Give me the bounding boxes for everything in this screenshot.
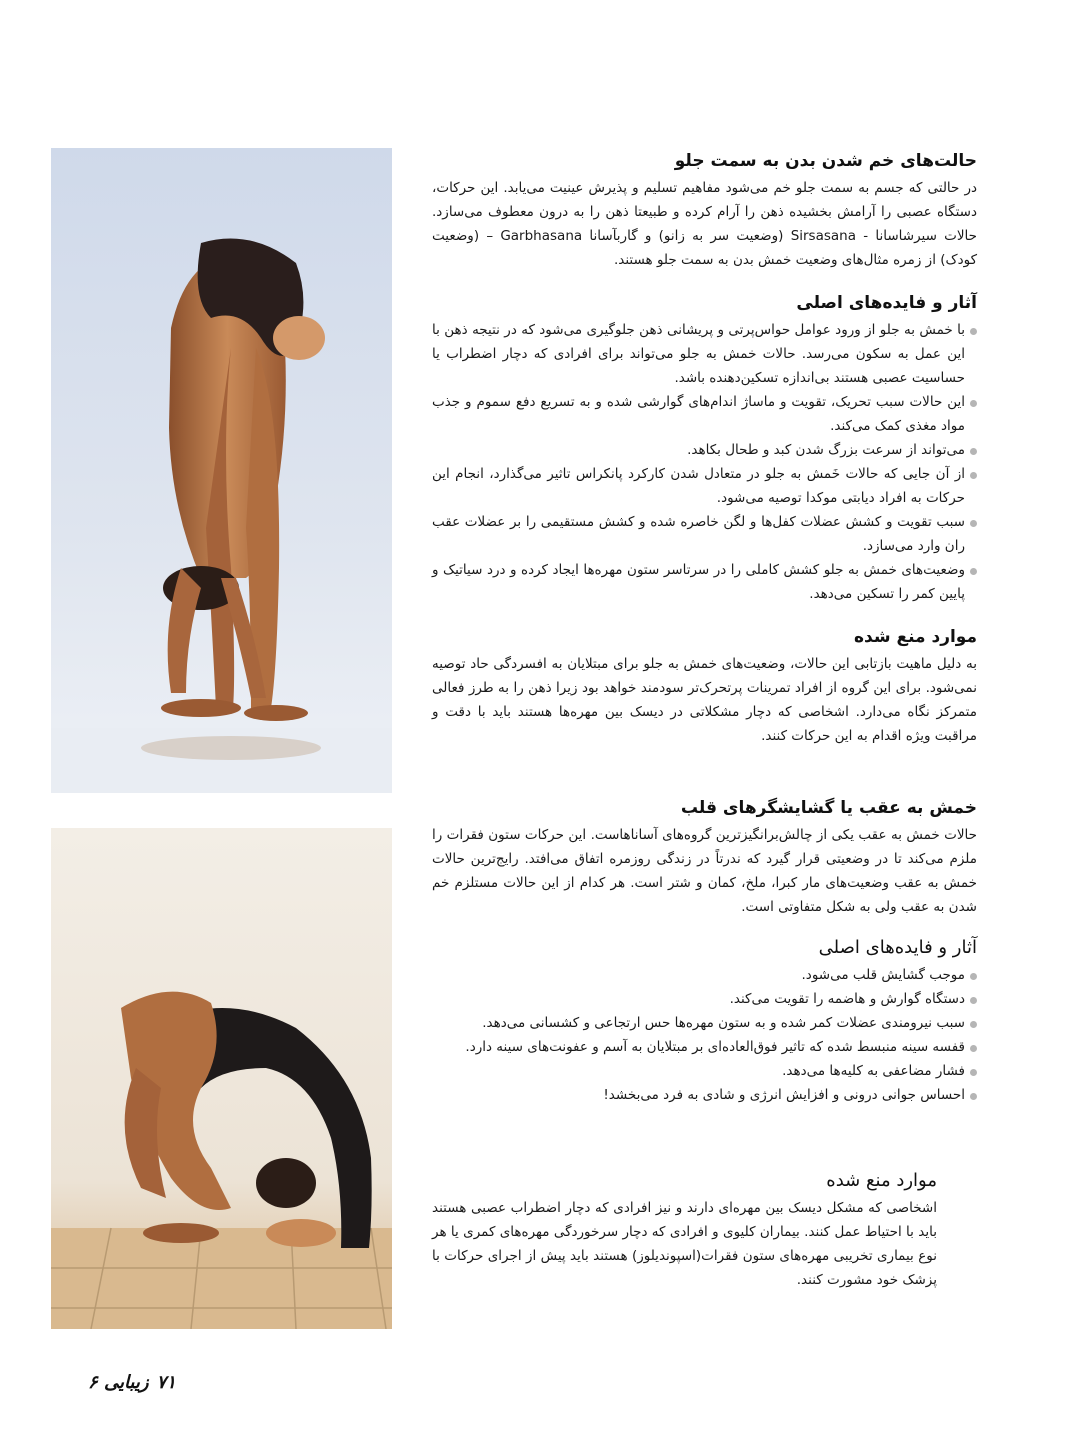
- back-bend-intro: حالات خمش به عقب یکی از چالش‌برانگیزترین گروه‌های آساناهاست. این حرکات ستون فقرات را ملزم می‌کند تا در وضعیتی قرار گیرد که ندرتاً در زندگی روزمره اتفاق می‌افتد. رایج‌ترین حالات خمش به عقب وضعیت‌های مار کبرا، ملخ، کمان و شتر است. هر کدام از این حالات مستلزم خم شدن به عقب ولی به شکل متفاوتی است.: [432, 827, 977, 915]
- forward-bend-contra-text: به دلیل ماهیت بازتابی این حالات، وضعیت‌های خمش به جلو برای مبتلایان به افسردگی حاد توصیه نمی‌شود. برای این گروه از افراد تمرینات پرتحرک‌تر سودمند خواهد بود زیرا ذهن را به طرز فعالی متمرکز نگاه می‌دارد. اشخاصی که دچار مشکلاتی در دیسک بین مهره‌ها هستند باید با دقت و مراقبت ویژه اقدام به این حرکات کنند.: [432, 656, 977, 744]
- list-item: احساس جوانی درونی و افزایش انرژی و شادی به فرد می‌بخشد!: [432, 1083, 977, 1107]
- forward-bend-benefits-title: آثار و فایده‌های اصلی: [796, 293, 977, 313]
- list-item: فشار مضاعفی به کلیه‌ها می‌دهد.: [432, 1059, 977, 1083]
- forward-bend-contra-title: موارد منع شده: [853, 627, 977, 647]
- back-bend-contra-title: موارد منع شده: [826, 1170, 937, 1191]
- list-item: موجب گشایش قلب می‌شود.: [432, 963, 977, 987]
- list-item: سبب تقویت و کشش عضلات کفل‌ها و لگن خاصره شده و کشش مستقیمی را بر عضلات عقب ران وارد می‌سازد.: [432, 510, 977, 558]
- list-item: می‌تواند از سرعت بزرگ شدن کبد و طحال بکاهد.: [432, 438, 977, 462]
- back-bend-contra-text: اشخاصی که مشکل دیسک بین مهره‌ای دارند و نیز افرادی که دچار اضطراب عصبی هستند باید با احتیاط عمل کنند. بیماران کلیوی و افرادی که دچار سرخوردگی مهره‌های کمری یا هر نوع بیماری تخریبی مهره‌های ستون فقرات(اسپوندیلوز) هستند باید پیش از اجرای حرکات با پزشک خود مشورت کنند.: [432, 1200, 937, 1288]
- forward-bend-benefits-list: [432, 318, 977, 606]
- back-bend-photo: [51, 828, 392, 1329]
- forward-bend-photo: [51, 148, 392, 793]
- list-item: این حالات سبب تحریک، تقویت و ماساژ اندام‌های گوارشی شده و به تسریع دفع سموم و جذب مواد مغذی کمک می‌کند.: [432, 390, 977, 438]
- forward-bend-section: [432, 148, 977, 748]
- page-footer: [88, 1372, 176, 1393]
- back-bend-contra-section: [432, 1168, 937, 1292]
- list-item: وضعیت‌های خمش به جلو کشش کاملی را در سرتاسر ستون مهره‌ها ایجاد کرده و درد سیاتیک و پایین کمر را تسکین می‌دهد.: [432, 558, 977, 606]
- back-bend-section: [432, 795, 977, 919]
- list-item: با خمش به جلو از ورود عوامل حواس‌پرتی و پریشانی ذهن جلوگیری می‌شود که در نتیجه ذهن با این عمل به سکون می‌رسد. حالات خمش به جلو می‌تواند برای افرادی که دچار اضطراب یا حساسیت عصبی هستند بی‌اندازه تسکین‌دهنده باشد.: [432, 318, 977, 390]
- back-bend-benefits-section: [432, 935, 977, 1107]
- forward-bend-title: حالت‌های خم شدن بدن به سمت جلو: [674, 151, 977, 171]
- back-bend-title: خمش به عقب یا گشایشگرهای قلب: [680, 798, 977, 818]
- back-bend-benefits-list: [432, 963, 977, 1107]
- list-item: از آن جایی که حالات خَمش به جلو در متعادل شدن کارکرد پانکراس تاثیر می‌گذارد، انجام این حرکات به افراد دیابتی موکدا توصیه می‌شود.: [432, 462, 977, 510]
- back-bend-benefits-title: آثار و فایده‌های اصلی: [818, 937, 977, 958]
- list-item: قفسه سینه منبسط شده که تاثیر فوق‌العاده‌ای بر مبتلایان به آسم و عفونت‌های سینه دارد.: [432, 1035, 977, 1059]
- page-number: ۷۱: [156, 1372, 176, 1393]
- list-item: سبب نیرومندی عضلات کمر شده و به ستون مهره‌ها حس ارتجاعی و کشسانی می‌دهد.: [432, 1011, 977, 1035]
- forward-bend-intro: در حالتی که جسم به سمت جلو خم می‌شود مفاهیم تسلیم و پذیرش عینیت می‌یابد. این حرکات، دستگاه عصبی را آرامش بخشیده ذهن را آرام کرده و طبیعتا ذهن را به درون معطوف می‌سازد. حالات سیرشاسانا - Sirsasana (وضعیت سر به زانو) و گاربآسانا Garbhasana – (وضعیت کودک) از زمره مثال‌های وضعیت خمش بدن به سمت جلو هستند.: [432, 180, 978, 268]
- magazine-name: زیبایی ۶: [88, 1372, 149, 1393]
- list-item: دستگاه گوارش و هاضمه را تقویت می‌کند.: [432, 987, 977, 1011]
